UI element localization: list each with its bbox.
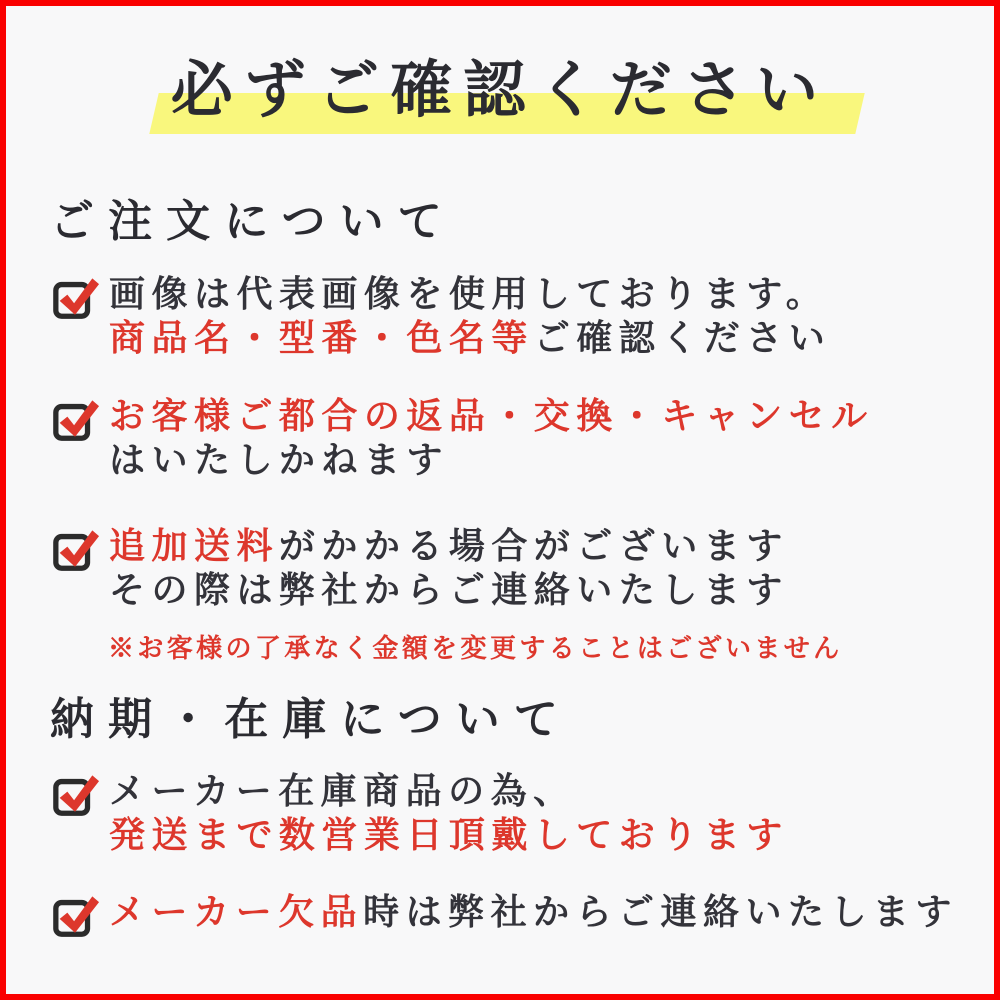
item-text: ご確認ください — [533, 318, 832, 358]
list-item-text — [109, 394, 874, 482]
price-change-note: ※お客様の了承なく金額を変更することはございません — [108, 634, 843, 663]
list-item-maker-stock — [52, 769, 789, 857]
checkbox-check-icon — [52, 892, 100, 940]
item-text: メーカー在庫商品の為、 — [109, 771, 576, 811]
item-text-accent: メーカー欠品 — [109, 892, 364, 932]
list-item-text — [109, 272, 831, 360]
item-line — [109, 890, 958, 934]
checkbox-check-icon — [52, 274, 100, 322]
item-line — [109, 394, 874, 438]
list-item-text — [109, 890, 958, 934]
item-text-accent: 発送まで数営業日頂戴しております — [109, 815, 789, 855]
item-text: はいたしかねます — [109, 440, 449, 480]
list-item-returns — [52, 394, 874, 482]
checkbox-check-icon — [52, 526, 100, 574]
item-line — [109, 813, 789, 857]
stock-section-heading: 納期・在庫について — [50, 695, 572, 744]
checkbox-check-icon — [52, 396, 100, 444]
item-text: 時は弊社からご連絡いたします — [363, 892, 958, 932]
item-text: がかかる場合がございます — [278, 526, 789, 566]
list-item-text — [109, 524, 789, 612]
item-line — [109, 568, 789, 612]
item-text-accent: お客様ご都合の返品・交換・キャンセル — [109, 396, 874, 436]
order-section-heading: ご注文について — [50, 197, 456, 246]
item-text: その際は弊社からご連絡いたします — [109, 570, 789, 610]
list-item-maker-shortage — [52, 890, 958, 940]
checkbox-check-icon — [52, 771, 100, 819]
item-line — [109, 769, 789, 813]
list-item-extra-shipping — [52, 524, 789, 612]
item-text: 画像は代表画像を使用しております。 — [109, 274, 829, 314]
item-line — [109, 272, 831, 316]
item-text-accent: 追加送料 — [109, 526, 279, 566]
list-item-representative-image — [52, 272, 831, 360]
item-text-accent: 商品名・型番・色名等 — [109, 318, 534, 358]
list-item-text — [109, 769, 789, 857]
item-line — [109, 438, 874, 482]
page-title: 必ずご確認ください — [170, 57, 830, 125]
item-line — [109, 316, 831, 360]
item-line — [109, 524, 789, 568]
